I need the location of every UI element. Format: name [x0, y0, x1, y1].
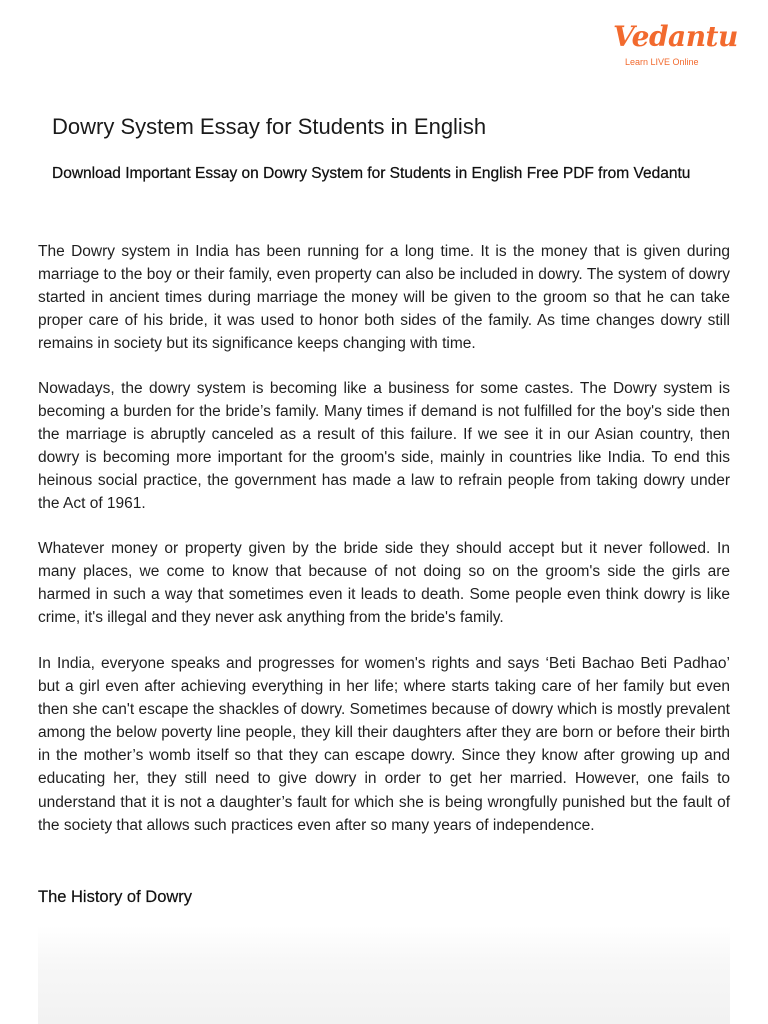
essay-paragraph-1: The Dowry system in India has been running for a long time. It is the money that is given during marriage to the boy or their family, even property can also be included in dowry. The system of dowry started in ancient times during marriage the money will be given to the groom so that he can take proper care of his bride, it was used to honor both sides of the family. As time changes dowry still remains in society but its significance keeps changing with time. [38, 243, 730, 353]
logo-wordmark: Vedantu [613, 20, 738, 53]
essay-paragraph-3: Whatever money or property given by the bride side they should accept but it never followed. In many places, we come to know that because of not doing so on the groom's side the girls are harmed in such a way that sometimes even it leads to death. Some people even think dowry is like crime, it's illegal and they never ask anything from the bride's family. [38, 540, 730, 627]
vedantu-logo[interactable] [613, 20, 738, 72]
logo-tagline: Learn LIVE Online [625, 57, 699, 67]
section-heading: The History of Dowry [38, 888, 193, 906]
essay-paragraph-4: In India, everyone speaks and progresses for women's rights and says ‘Beti Bachao Beti Padhao’ but a girl even after achieving everything in her life; where starts taking care of her family but even then she can't escape the shackles of dowry. Sometimes because of dowry which is mostly prevalent among the below poverty line people, they kill their daughters after they are born or before their birth in the mother’s womb itself so that they can escape dowry. Since they know after growing up and educating her, they still need to give dowry in order to get her married. However, one fails to understand that it is not a daughter’s fault for which she is being wrongfully punished but the fault of the society that allows such practices even after so many years of independence. [38, 655, 730, 834]
page-subtitle: Download Important Essay on Dowry System for Students in English Free PDF from Vedantu [52, 165, 691, 182]
page-fade [38, 926, 730, 1024]
page-title: Dowry System Essay for Students in English [52, 114, 487, 139]
essay-paragraph-2: Nowadays, the dowry system is becoming like a business for some castes. The Dowry system is becoming a burden for the bride’s family. Many times if demand is not fulfilled for the boy's side then the marriage is abruptly canceled as a result of this failure. If we see it in our Asian country, then dowry is becoming more important for the groom's side, mainly in countries like India. To end this heinous social practice, the government has made a law to refrain people from taking dowry under the Act of 1961. [38, 380, 730, 513]
